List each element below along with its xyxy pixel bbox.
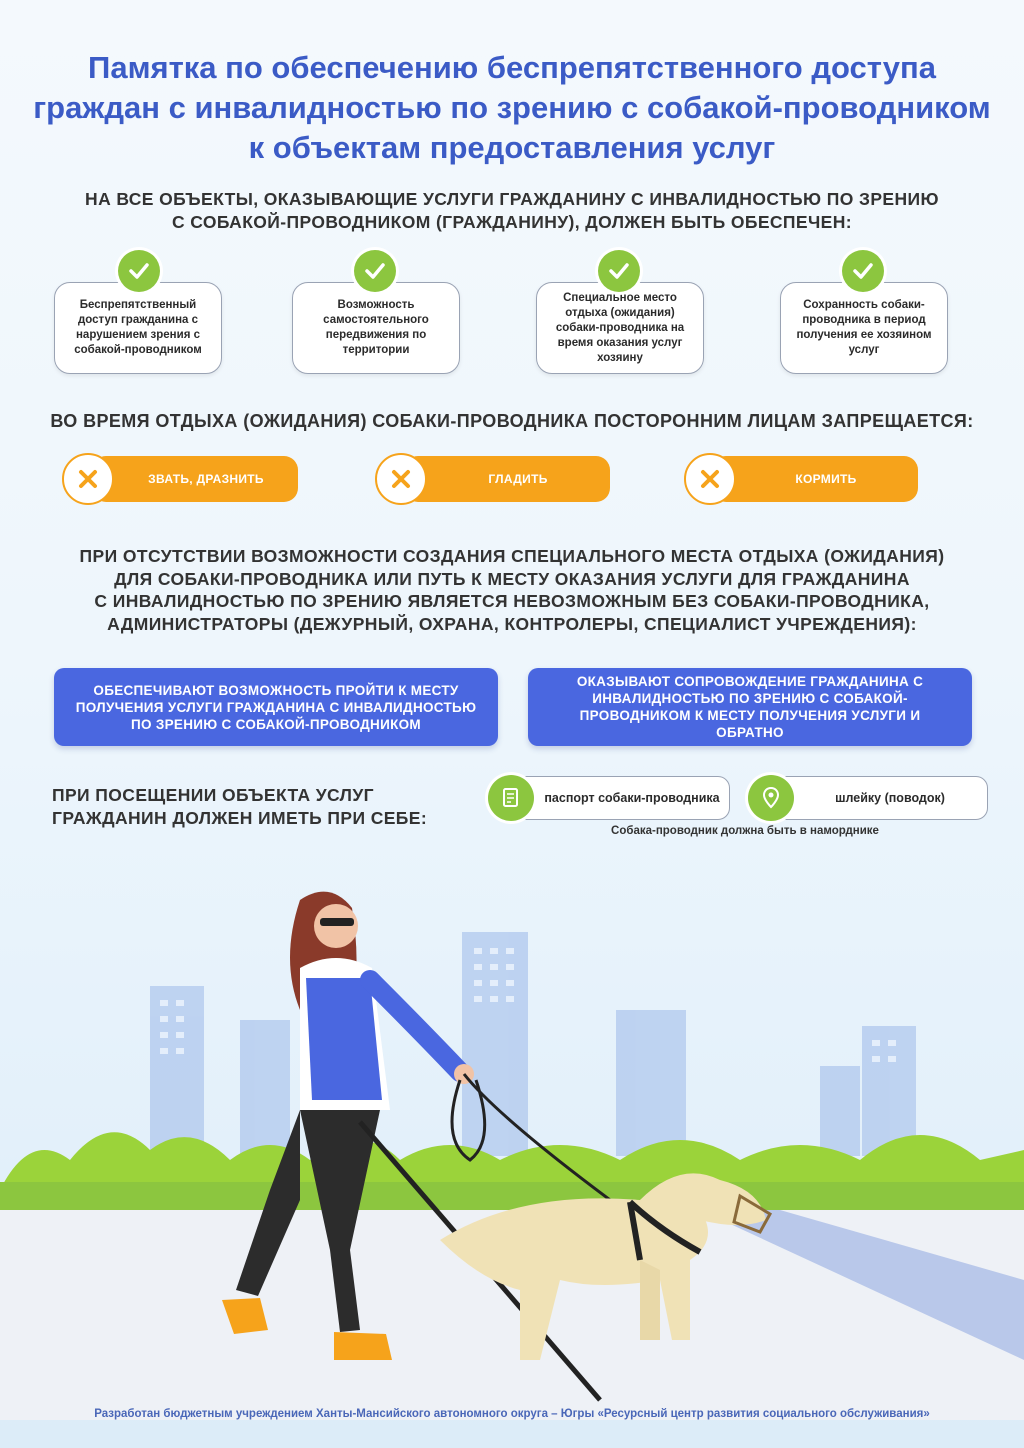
close-icon [684, 453, 736, 505]
requirement-card [536, 282, 704, 374]
forbid-pill-label: ГЛАДИТЬ [488, 472, 548, 486]
section4-heading [52, 784, 427, 830]
required-item-label: паспорт собаки-проводника [544, 791, 720, 805]
requirement-card-text: Сохранность собаки-проводника в период получения ее хозяином услуг [796, 299, 932, 356]
section1-heading-line-1: НА ВСЕ ОБЪЕКТЫ, ОКАЗЫВАЮЩИЕ УСЛУГИ ГРАЖДАНИНУ С ИНВАЛИДНОСТЬЮ ПО ЗРЕНИЮ [85, 189, 939, 209]
admin-action-box [54, 668, 498, 746]
admin-action-text: ОБЕСПЕЧИВАЮТ ВОЗМОЖНОСТЬ ПРОЙТИ К МЕСТУ ПОЛУЧЕНИЯ УСЛУГИ ГРАЖДАНИНА С ИНВАЛИДНОСТЬЮ ПО ЗРЕНИЮ С СОБАКОЙ-ПРОВОДНИКОМ [75, 682, 477, 732]
illustration-scene [0, 860, 1024, 1420]
city-buildings [150, 932, 916, 1156]
requirement-card [292, 282, 460, 374]
lawn [0, 1182, 1024, 1212]
section3-heading-line-2: ДЛЯ СОБАКИ-ПРОВОДНИКА ИЛИ ПУТЬ К МЕСТУ ОКАЗАНИЯ УСЛУГИ ДЛЯ ГРАЖДАНИНА [114, 568, 910, 589]
forbid-pill [712, 456, 918, 502]
page-title [20, 48, 1004, 168]
check-icon [598, 250, 640, 292]
title-line-2: граждан с инвалидностью по зрению с собакой-проводником [33, 90, 991, 125]
forbid-pill [92, 456, 298, 502]
admin-action-box [528, 668, 972, 746]
section3-heading-line-4: АДМИНИСТРАТОРЫ (ДЕЖУРНЫЙ, ОХРАНА, КОНТРОЛЕРЫ, СПЕЦИАЛИСТ УЧРЕЖДЕНИЯ): [107, 613, 917, 634]
section2-heading: ВО ВРЕМЯ ОТДЫХА (ОЖИДАНИЯ) СОБАКИ-ПРОВОДНИКА ПОСТОРОННИМ ЛИЦАМ ЗАПРЕЩАЕТСЯ: [50, 411, 974, 431]
forbid-pill-label: КОРМИТЬ [795, 472, 857, 486]
close-icon [375, 453, 427, 505]
requirement-card [780, 282, 948, 374]
requirement-card-text: Специальное место отдыха (ожидания) собаки-проводника на время оказания услуг хозяину [555, 291, 685, 364]
section3-heading-line-1: ПРИ ОТСУТСТВИИ ВОЗМОЖНОСТИ СОЗДАНИЯ СПЕЦИАЛЬНОГО МЕСТА ОТДЫХА (ОЖИДАНИЯ) [79, 546, 945, 566]
section3-heading-line-3: С ИНВАЛИДНОСТЬЮ ПО ЗРЕНИЮ ЯВЛЯЕТСЯ НЕВОЗМОЖНЫМ БЕЗ СОБАКИ-ПРОВОДНИКА, [94, 591, 930, 611]
close-icon [62, 453, 114, 505]
section1-heading-line-2: С СОБАКОЙ-ПРОВОДНИКОМ (ГРАЖДАНИНУ), ДОЛЖЕН БЫТЬ ОБЕСПЕЧЕН: [171, 212, 853, 232]
requirement-card [54, 282, 222, 374]
section4-heading-line-2: ГРАЖДАНИН ДОЛЖЕН ИМЕТЬ ПРИ СЕБЕ: [52, 808, 428, 828]
forbid-pill-label: ЗВАТЬ, ДРАЗНИТЬ [148, 472, 264, 486]
muzzle-note: Собака-проводник должна быть в наморднике [611, 825, 879, 837]
required-item-label: шлейку (поводок) [835, 791, 945, 805]
section3-heading [20, 545, 1004, 635]
check-icon [118, 250, 160, 292]
forbid-pill [404, 456, 610, 502]
requirement-card-text: Беспрепятственный доступ гражданина с нарушением зрения с собакой-проводником [74, 299, 202, 356]
admin-action-text: ОКАЗЫВАЮТ СОПРОВОЖДЕНИЕ ГРАЖДАНИНА С ИНВАЛИДНОСТЬЮ ПО ЗРЕНИЮ С СОБАКОЙ-ПРОВОДНИКОМ К МЕСТУ ПОЛУЧЕНИЯ УСЛУГИ И ОБРАТНО [576, 674, 924, 740]
footer-credit: Разработан бюджетным учреждением Ханты-Мансийского автономного округа – Югры «Ресурсный центр развития социального обслуживания» [94, 1408, 930, 1420]
check-icon [842, 250, 884, 292]
section1-heading [20, 188, 1004, 234]
title-line-1: Памятка по обеспечению беспрепятственного доступа [88, 50, 936, 85]
requirement-card-text: Возможность самостоятельного передвижения по территории [323, 299, 429, 356]
document-icon [488, 775, 534, 821]
check-icon [354, 250, 396, 292]
title-line-3: к объектам предоставления услуг [248, 130, 776, 165]
section4-heading-line-1: ПРИ ПОСЕЩЕНИИ ОБЪЕКТА УСЛУГ [52, 785, 374, 805]
required-item [500, 776, 730, 820]
location-icon [748, 775, 794, 821]
